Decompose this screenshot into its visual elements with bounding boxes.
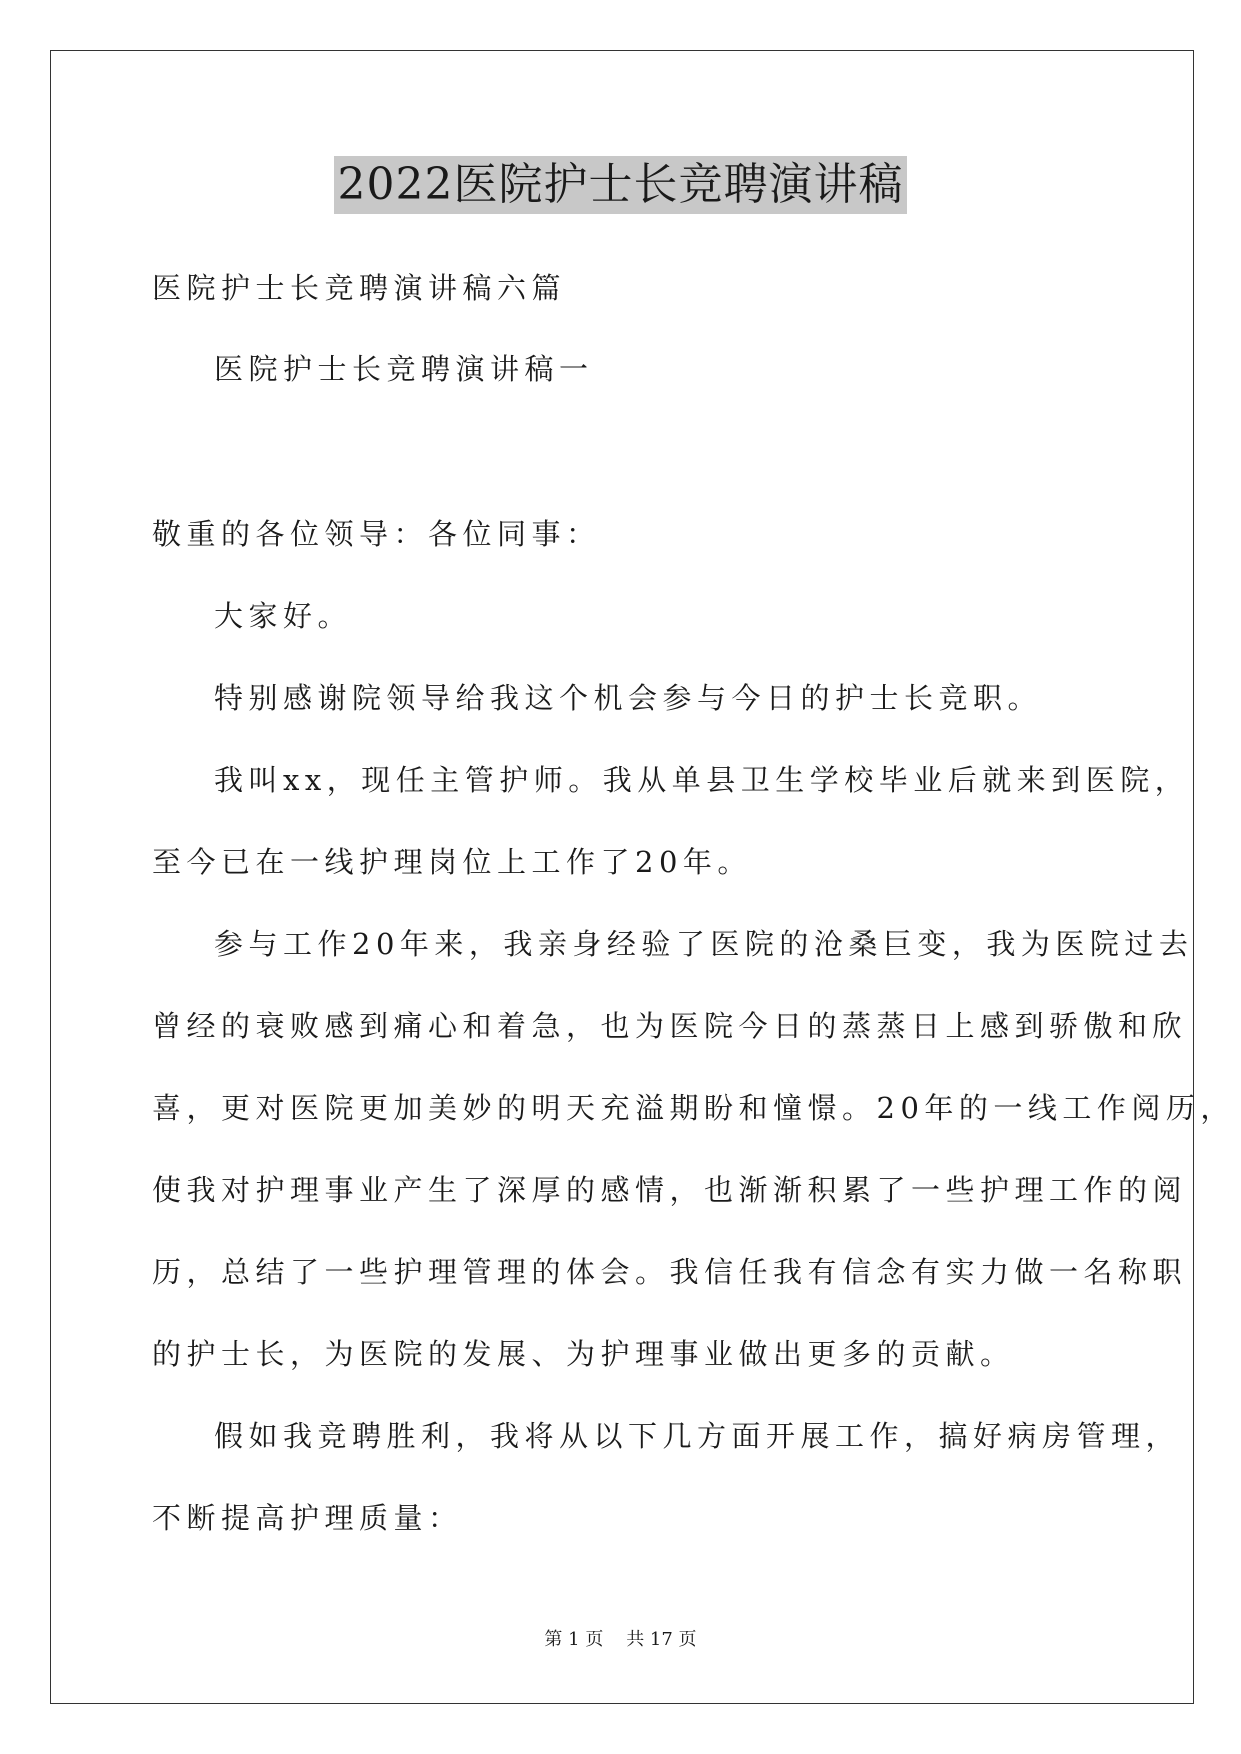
text-line: 我叫xx，现任主管护师。我从单县卫生学校毕业后就来到医院， xyxy=(214,763,1190,797)
text-line: 参与工作20年来，我亲身经验了医院的沧桑巨变，我为医院过去 xyxy=(214,927,1194,961)
text-line: 假如我竞聘胜利，我将从以下几方面开展工作，搞好病房管理， xyxy=(214,1419,1181,1453)
text-line: 不断提高护理质量： xyxy=(152,1501,463,1535)
text-line: 医院护士长竞聘演讲稿六篇 xyxy=(152,271,567,305)
document-title: 2022医院护士长竞聘演讲稿 xyxy=(334,156,908,214)
text-line: 喜，更对医院更加美妙的明天充溢期盼和憧憬。20年的一线工作阅历， xyxy=(152,1091,1235,1125)
text-line: 至今已在一线护理岗位上工作了20年。 xyxy=(152,845,752,879)
title-wrap xyxy=(0,156,1241,214)
text-line: 医院护士长竞聘演讲稿一 xyxy=(214,352,594,386)
page-footer: 第 1 页 共 17 页 xyxy=(544,1629,697,1650)
text-line: 历，总结了一些护理管理的体会。我信任我有信念有实力做一名称职 xyxy=(152,1255,1188,1289)
text-line: 敬重的各位领导：各位同事： xyxy=(152,517,601,551)
text-line: 使我对护理事业产生了深厚的感情，也渐渐积累了一些护理工作的阅 xyxy=(152,1173,1188,1207)
text-line: 的护士长，为医院的发展、为护理事业做出更多的贡献。 xyxy=(152,1337,1015,1371)
text-line: 曾经的衰败感到痛心和着急，也为医院今日的蒸蒸日上感到骄傲和欣 xyxy=(152,1009,1188,1043)
text-line: 特别感谢院领导给我这个机会参与今日的护士长竞职。 xyxy=(214,681,1043,715)
text-line: 大家好。 xyxy=(214,599,353,633)
